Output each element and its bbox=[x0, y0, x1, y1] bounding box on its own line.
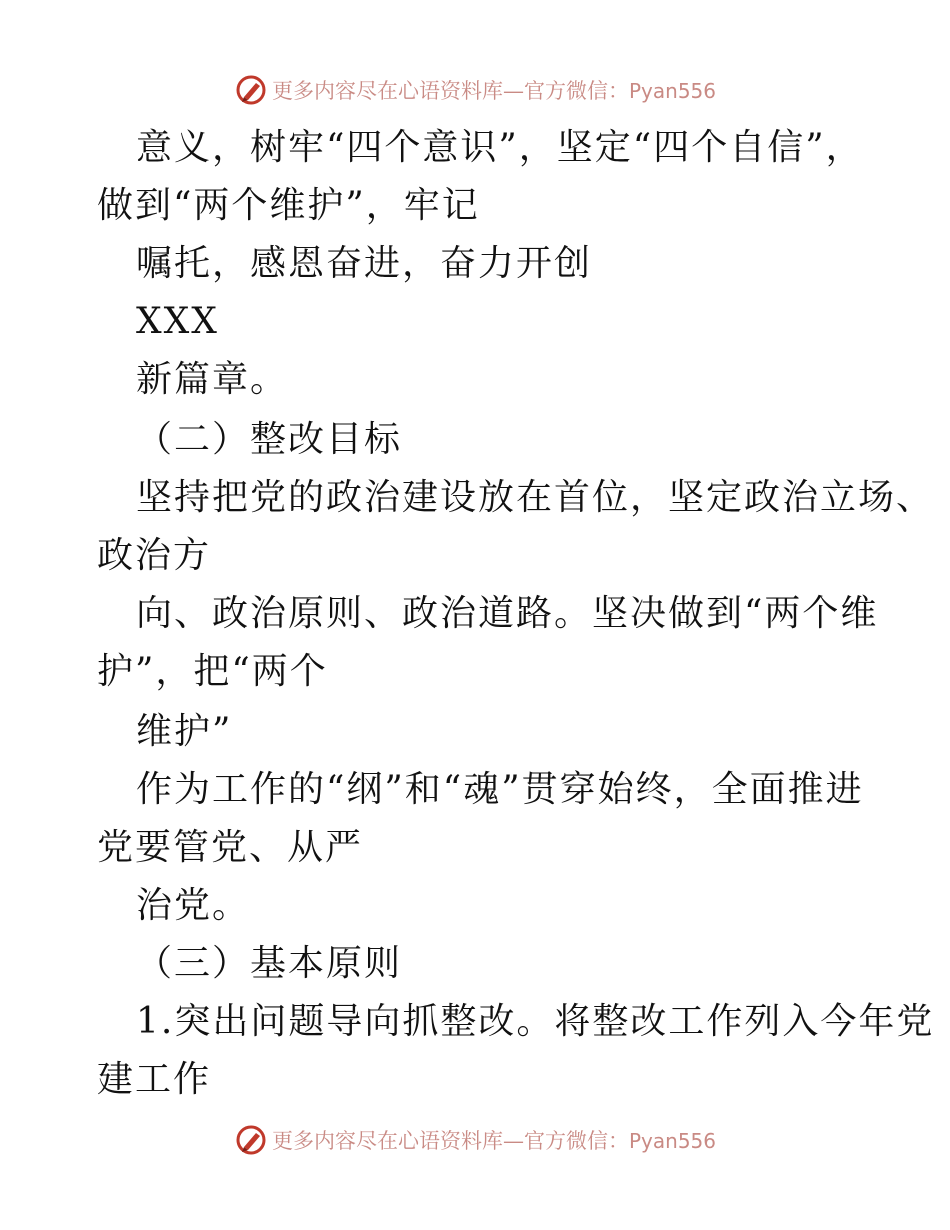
red-pen-logo-icon bbox=[234, 1123, 268, 1157]
body-line: 嘱托，感恩奋进，奋力开创 bbox=[136, 243, 593, 284]
body-line: 新篇章。 bbox=[136, 359, 289, 400]
body-line: 坚持把党的政治建设放在首位，坚定政治立场、 bbox=[136, 477, 935, 518]
body-line: 作为工作的“纲”和“魂”贯穿始终，全面推进 bbox=[136, 769, 864, 810]
body-line: 建工作 bbox=[97, 1059, 212, 1100]
body-line: 维护” bbox=[136, 711, 233, 752]
body-line: 护”，把“两个 bbox=[97, 651, 328, 692]
wechat-id: Pyan556 bbox=[628, 1129, 716, 1153]
banner-text: 更多内容尽在心语资料库—官方微信：Pyan556 bbox=[271, 1129, 716, 1153]
body-line: 1.突出问题导向抓整改。将整改工作列入今年党 bbox=[136, 1001, 935, 1042]
section-heading: （二）整改目标 bbox=[136, 419, 403, 460]
footer-banner bbox=[0, 1120, 950, 1160]
banner-text: 更多内容尽在心语资料库—官方微信：Pyan556 bbox=[271, 79, 716, 103]
wechat-id: Pyan556 bbox=[628, 79, 716, 103]
body-line: 治党。 bbox=[136, 885, 251, 926]
body-line: 做到“两个维护”，牢记 bbox=[97, 185, 480, 226]
body-line: 党要管党、从严 bbox=[97, 827, 364, 868]
body-line: 意义，树牢“四个意识”，坚定“四个自信”， bbox=[136, 127, 864, 168]
body-line: XXX bbox=[136, 301, 219, 342]
body-line: 政治方 bbox=[97, 535, 212, 576]
section-heading: （三）基本原则 bbox=[136, 943, 403, 984]
body-line: 向、政治原则、政治道路。坚决做到“两个维 bbox=[136, 593, 879, 634]
